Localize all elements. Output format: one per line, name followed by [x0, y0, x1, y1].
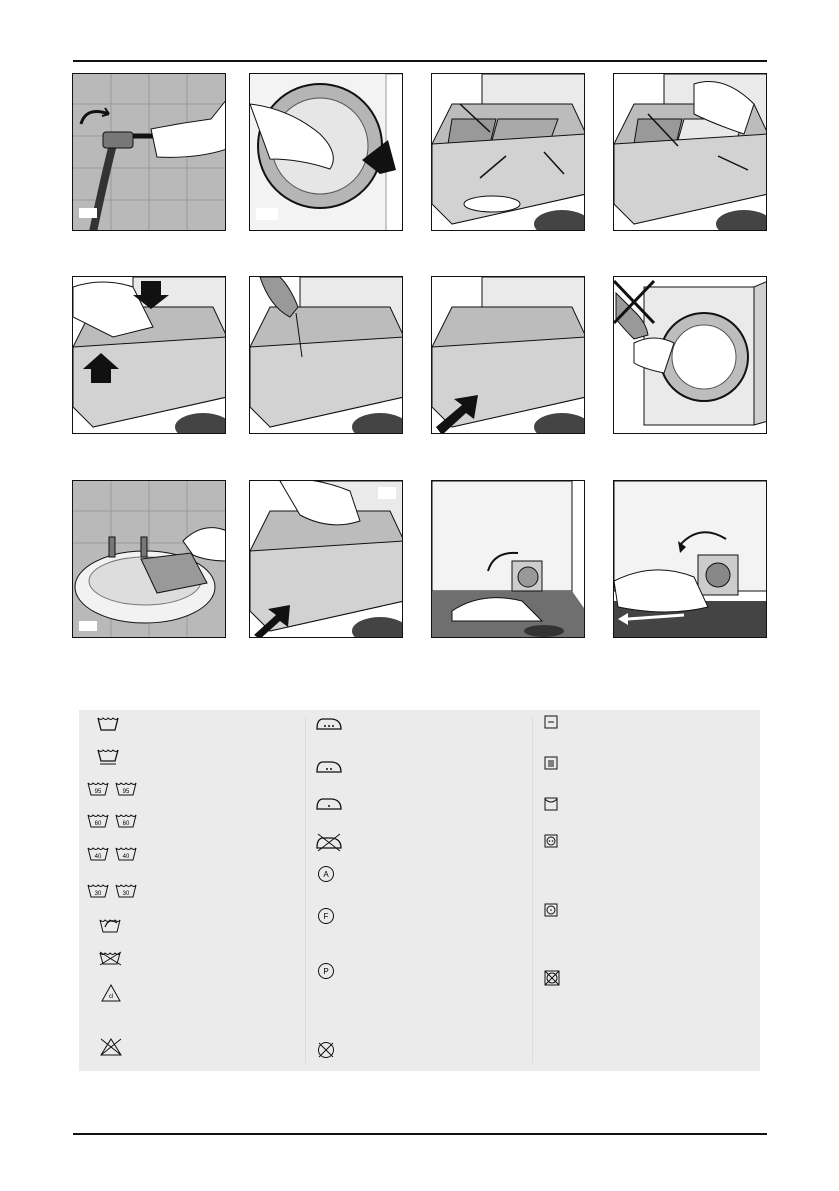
iron-high-icon [316, 717, 342, 731]
wash-95-icons [87, 780, 139, 798]
figure-drain-pump-filter [613, 480, 767, 638]
dryclean-a-letter: A [323, 870, 329, 879]
wash-30-temp-b: 30 [122, 891, 130, 897]
wash-tub-gentle-icon [97, 747, 119, 765]
figure-remove-drawer [249, 480, 403, 638]
dryclean-p-icon [317, 962, 335, 980]
top-rule [73, 60, 767, 62]
wash-30-icons [87, 882, 139, 900]
dry-flat-icon [544, 715, 558, 729]
legend-column-washing [79, 710, 306, 1071]
figure-detergent-drawer-compartments [431, 73, 585, 231]
wash-60-temp-b: 60 [122, 821, 130, 827]
wash-60-temp: 60 [94, 821, 102, 827]
figure-open-pump-filter [431, 480, 585, 638]
wash-tub-icon [97, 715, 119, 731]
do-not-tumble-dry-icon [544, 970, 560, 986]
tumble-dry-low-icon [544, 903, 558, 917]
wash-60-icons [87, 812, 139, 830]
no-bleach-icon [99, 1038, 123, 1056]
bottom-rule [73, 1133, 767, 1135]
iron-medium-icon [316, 760, 342, 774]
do-not-iron-icon [316, 833, 342, 851]
dryclean-f-icon [317, 907, 335, 925]
legend-column-ironing-drycleaning [306, 710, 533, 1071]
figure-pour-liquid-detergent [249, 276, 403, 434]
hand-wash-icon [99, 915, 121, 935]
chlorine-label: cl [108, 994, 114, 1000]
iron-low-icon [316, 797, 342, 811]
figure-drawer-insert-press [72, 276, 226, 434]
figure-push-drawer-closed [431, 276, 585, 434]
wash-95-temp-b: 95 [122, 789, 130, 795]
do-not-dryclean-icon [317, 1041, 335, 1059]
legend-column-drying [533, 710, 760, 1071]
drip-dry-icon [544, 756, 558, 770]
chlorine-bleach-icon [101, 984, 121, 1002]
do-not-wash-icon [99, 950, 123, 966]
dryclean-f-letter: F [323, 912, 329, 921]
figure-tap-hose-connection [72, 73, 226, 231]
dryclean-p-letter: P [323, 967, 329, 976]
figure-door-open [249, 73, 403, 231]
care-symbols-legend [79, 710, 760, 1071]
figure-do-not-use-bottle [613, 276, 767, 434]
wash-95-temp: 95 [94, 789, 102, 795]
line-dry-icon [544, 797, 558, 811]
wash-30-temp: 30 [94, 891, 102, 897]
wash-40-temp: 40 [94, 854, 102, 860]
wash-40-icons [87, 845, 139, 863]
figure-wash-drawer-in-sink [72, 480, 226, 638]
figure-drawer-softener-insert [613, 73, 767, 231]
tumble-dry-normal-icon [544, 834, 558, 848]
wash-40-temp-b: 40 [122, 854, 130, 860]
dryclean-a-icon [317, 865, 335, 883]
